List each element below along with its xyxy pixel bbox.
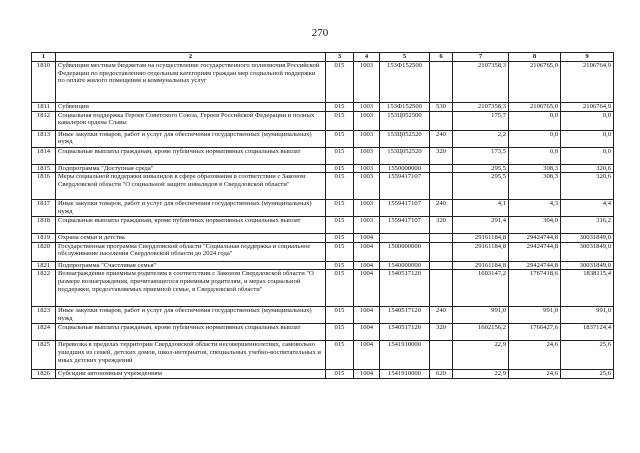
- header-cell: 9: [561, 53, 614, 62]
- target-article-cell: 1540000000: [380, 261, 430, 270]
- row-number-cell: 1813: [32, 130, 56, 147]
- amount-cell: 1602156,2: [453, 324, 509, 341]
- amount-cell: 4,4: [561, 200, 614, 217]
- row-number-cell: 1819: [32, 234, 56, 243]
- description-cell: Подпрограмма "Счастливая семья": [56, 261, 326, 270]
- target-article-cell: 1559417107: [380, 173, 430, 200]
- header-cell: 5: [380, 53, 430, 62]
- target-article-cell: 153Ц052520: [380, 147, 430, 164]
- amount-cell: 291,4: [453, 217, 509, 234]
- amount-cell: 22,9: [453, 370, 509, 379]
- code-cell: 015: [326, 147, 354, 164]
- amount-cell: 30031849,0: [561, 234, 614, 243]
- section-cell: 1003: [354, 147, 380, 164]
- section-cell: 1004: [354, 242, 380, 261]
- amount-cell: 0,0: [509, 147, 561, 164]
- code-cell: 015: [326, 111, 354, 130]
- section-cell: 1004: [354, 234, 380, 243]
- amount-cell: 29424744,8: [509, 242, 561, 261]
- code-cell: 015: [326, 200, 354, 217]
- expense-type-cell: [430, 164, 453, 173]
- expense-type-cell: [430, 234, 453, 243]
- amount-cell: 25,6: [561, 370, 614, 379]
- code-cell: 015: [326, 270, 354, 307]
- amount-cell: 991,0: [453, 307, 509, 324]
- description-cell: Иные закупки товаров, работ и услуг для обеспечения государственных (муниципальных) нужд: [56, 307, 326, 324]
- amount-cell: 24,6: [509, 370, 561, 379]
- amount-cell: 29161184,8: [453, 242, 509, 261]
- row-number-cell: 1822: [32, 270, 56, 307]
- target-article-cell: 1559417107: [380, 217, 430, 234]
- table-row: [32, 130, 614, 147]
- amount-cell: 175,7: [453, 111, 509, 130]
- amount-cell: 991,0: [509, 307, 561, 324]
- header-cell: 8: [509, 53, 561, 62]
- code-cell: 015: [326, 261, 354, 270]
- amount-cell: 320,6: [561, 173, 614, 200]
- table-row: [32, 147, 614, 164]
- row-number-cell: 1826: [32, 370, 56, 379]
- description-cell: Иные закупки товаров, работ и услуг для обеспечения государственных (муниципальных) нужд: [56, 130, 326, 147]
- amount-cell: 1766427,6: [509, 324, 561, 341]
- code-cell: 015: [326, 62, 354, 103]
- table-row: [32, 242, 614, 261]
- amount-cell: 22,9: [453, 341, 509, 370]
- row-number-cell: 1817: [32, 200, 56, 217]
- amount-cell: 320,6: [561, 164, 614, 173]
- code-cell: 015: [326, 341, 354, 370]
- description-cell: Подпрограмма "Доступная среда": [56, 164, 326, 173]
- description-cell: Социальные выплаты гражданам, кроме публичных нормативных социальных выплат: [56, 324, 326, 341]
- description-cell: Государственная программа Свердловской области "Социальная поддержка и социальное обслуживание населения Свердловской области до 2024 года": [56, 242, 326, 261]
- row-number-cell: 1814: [32, 147, 56, 164]
- section-cell: 1003: [354, 111, 380, 130]
- expense-type-cell: 320: [430, 147, 453, 164]
- expense-type-cell: [430, 341, 453, 370]
- expense-type-cell: 320: [430, 324, 453, 341]
- header-cell: 6: [430, 53, 453, 62]
- code-cell: 015: [326, 103, 354, 112]
- amount-cell: 316,2: [561, 217, 614, 234]
- row-number-cell: 1821: [32, 261, 56, 270]
- header-cell: 3: [326, 53, 354, 62]
- table-row: [32, 111, 614, 130]
- section-cell: 1004: [354, 307, 380, 324]
- table-row: [32, 173, 614, 200]
- expense-type-cell: 620: [430, 370, 453, 379]
- target-article-cell: 153Ц052500: [380, 111, 430, 130]
- row-number-cell: 1812: [32, 111, 56, 130]
- amount-cell: 29161184,8: [453, 234, 509, 243]
- amount-cell: 308,3: [509, 164, 561, 173]
- row-number-cell: 1823: [32, 307, 56, 324]
- expense-type-cell: [430, 261, 453, 270]
- target-article-cell: 153Ц052520: [380, 130, 430, 147]
- description-cell: Социальные выплаты гражданам, кроме публичных нормативных социальных выплат: [56, 217, 326, 234]
- expense-type-cell: 530: [430, 103, 453, 112]
- amount-cell: 295,5: [453, 173, 509, 200]
- target-article-cell: 1500000000: [380, 242, 430, 261]
- table-row: [32, 307, 614, 324]
- description-cell: Меры социальной поддержки инвалидов в сфере образования в соответствии с Законом Свердловской области "О социальной защите инвалидов в Свердловской области": [56, 173, 326, 200]
- table-row: [32, 261, 614, 270]
- description-cell: Субсидии автономным учреждениям: [56, 370, 326, 379]
- amount-cell: 2,2: [453, 130, 509, 147]
- amount-cell: 2107358,3: [453, 62, 509, 103]
- table-row: [32, 164, 614, 173]
- amount-cell: 25,6: [561, 341, 614, 370]
- description-cell: Вознаграждение приемным родителям в соответствии с Законом Свердловской области "О размере вознаграждения, причитающегося приемным родителям, и мерах социальной поддержки, предоставляемых приемной семье, в Свердловской области": [56, 270, 326, 307]
- amount-cell: 0,0: [561, 111, 614, 130]
- amount-cell: 2106764,9: [561, 103, 614, 112]
- table-row: [32, 234, 614, 243]
- row-number-cell: 1815: [32, 164, 56, 173]
- row-number-cell: 1825: [32, 341, 56, 370]
- code-cell: 015: [326, 307, 354, 324]
- expense-type-cell: [430, 242, 453, 261]
- expense-type-cell: 240: [430, 200, 453, 217]
- description-cell: Иные закупки товаров, работ и услуг для обеспечения государственных (муниципальных) нужд: [56, 200, 326, 217]
- table-row: [32, 341, 614, 370]
- expense-type-cell: [430, 270, 453, 307]
- target-article-cell: 1541910000: [380, 370, 430, 379]
- section-cell: 1004: [354, 270, 380, 307]
- header-cell: 7: [453, 53, 509, 62]
- amount-cell: 173,5: [453, 147, 509, 164]
- amount-cell: 1837124,4: [561, 324, 614, 341]
- amount-cell: 1838115,4: [561, 270, 614, 307]
- expense-type-cell: 240: [430, 130, 453, 147]
- amount-cell: 4,3: [509, 200, 561, 217]
- row-number-cell: 1816: [32, 173, 56, 200]
- expense-type-cell: [430, 62, 453, 103]
- code-cell: 015: [326, 164, 354, 173]
- table-row: [32, 103, 614, 112]
- row-number-cell: 1810: [32, 62, 56, 103]
- amount-cell: 2106764,9: [561, 62, 614, 103]
- amount-cell: 308,3: [509, 173, 561, 200]
- table-row: [32, 200, 614, 217]
- row-number-cell: 1824: [32, 324, 56, 341]
- target-article-cell: 1541910000: [380, 341, 430, 370]
- amount-cell: 1767418,6: [509, 270, 561, 307]
- table-row: [32, 62, 614, 103]
- target-article-cell: [380, 234, 430, 243]
- code-cell: 015: [326, 130, 354, 147]
- amount-cell: 24,6: [509, 341, 561, 370]
- description-cell: Социальная поддержка Героев Советского Союза, Героев Российской Федерации и полных кавалеров ордена Славы: [56, 111, 326, 130]
- target-article-cell: 153Ф152500: [380, 103, 430, 112]
- amount-cell: 2106765,0: [509, 62, 561, 103]
- description-cell: Субвенции: [56, 103, 326, 112]
- expense-type-cell: [430, 111, 453, 130]
- section-cell: 1003: [354, 217, 380, 234]
- amount-cell: 30031849,0: [561, 242, 614, 261]
- header-cell: 1: [32, 53, 56, 62]
- section-cell: 1003: [354, 173, 380, 200]
- row-number-cell: 1818: [32, 217, 56, 234]
- section-cell: 1003: [354, 103, 380, 112]
- table-row: [32, 324, 614, 341]
- target-article-cell: 1559417107: [380, 200, 430, 217]
- budget-table: [31, 52, 614, 379]
- description-cell: Перевозка в пределах территории Свердловской области несовершеннолетних, самовольно ушедших из семей, детских домов, школ-интернатов, специальных учебно-воспитательных и иных детских учреждений: [56, 341, 326, 370]
- code-cell: 015: [326, 242, 354, 261]
- target-article-cell: 1540517120: [380, 307, 430, 324]
- amount-cell: 29161184,8: [453, 261, 509, 270]
- header-cell: 2: [56, 53, 326, 62]
- table-body: [32, 62, 614, 379]
- target-article-cell: 1540517120: [380, 324, 430, 341]
- section-cell: 1004: [354, 341, 380, 370]
- section-cell: 1004: [354, 370, 380, 379]
- amount-cell: 0,0: [509, 130, 561, 147]
- amount-cell: 0,0: [561, 130, 614, 147]
- amount-cell: 991,0: [561, 307, 614, 324]
- amount-cell: 304,0: [509, 217, 561, 234]
- amount-cell: 30031849,0: [561, 261, 614, 270]
- target-article-cell: 153Ф152500: [380, 62, 430, 103]
- section-cell: 1003: [354, 164, 380, 173]
- row-number-cell: 1820: [32, 242, 56, 261]
- target-article-cell: 1540517120: [380, 270, 430, 307]
- amount-cell: 29424744,8: [509, 261, 561, 270]
- code-cell: 015: [326, 217, 354, 234]
- header-cell: 4: [354, 53, 380, 62]
- section-cell: 1004: [354, 261, 380, 270]
- target-article-cell: 1550000000: [380, 164, 430, 173]
- section-cell: 1003: [354, 62, 380, 103]
- amount-cell: 295,5: [453, 164, 509, 173]
- code-cell: 015: [326, 324, 354, 341]
- table-row: [32, 370, 614, 379]
- section-cell: 1003: [354, 200, 380, 217]
- description-cell: Субвенции местным бюджетам на осуществление государственного полномочия Российской Федерации по предоставлению отдельным категориям граждан мер социальной поддержки по оплате жилого помещения и коммунальных услуг: [56, 62, 326, 103]
- page-number: 270: [311, 27, 329, 39]
- code-cell: 015: [326, 173, 354, 200]
- amount-cell: 0,0: [561, 147, 614, 164]
- amount-cell: 1603147,2: [453, 270, 509, 307]
- section-cell: 1003: [354, 130, 380, 147]
- expense-type-cell: [430, 173, 453, 200]
- amount-cell: 2107358,3: [453, 103, 509, 112]
- description-cell: Охрана семьи и детства: [56, 234, 326, 243]
- expense-type-cell: 320: [430, 217, 453, 234]
- section-cell: 1004: [354, 324, 380, 341]
- expense-type-cell: 240: [430, 307, 453, 324]
- header-row: [32, 53, 614, 62]
- row-number-cell: 1811: [32, 103, 56, 112]
- table-row: [32, 217, 614, 234]
- description-cell: Социальные выплаты гражданам, кроме публичных нормативных социальных выплат: [56, 147, 326, 164]
- amount-cell: 29424744,8: [509, 234, 561, 243]
- code-cell: 015: [326, 370, 354, 379]
- amount-cell: 0,0: [509, 111, 561, 130]
- code-cell: 015: [326, 234, 354, 243]
- amount-cell: 2106765,0: [509, 103, 561, 112]
- table-row: [32, 270, 614, 307]
- amount-cell: 4,1: [453, 200, 509, 217]
